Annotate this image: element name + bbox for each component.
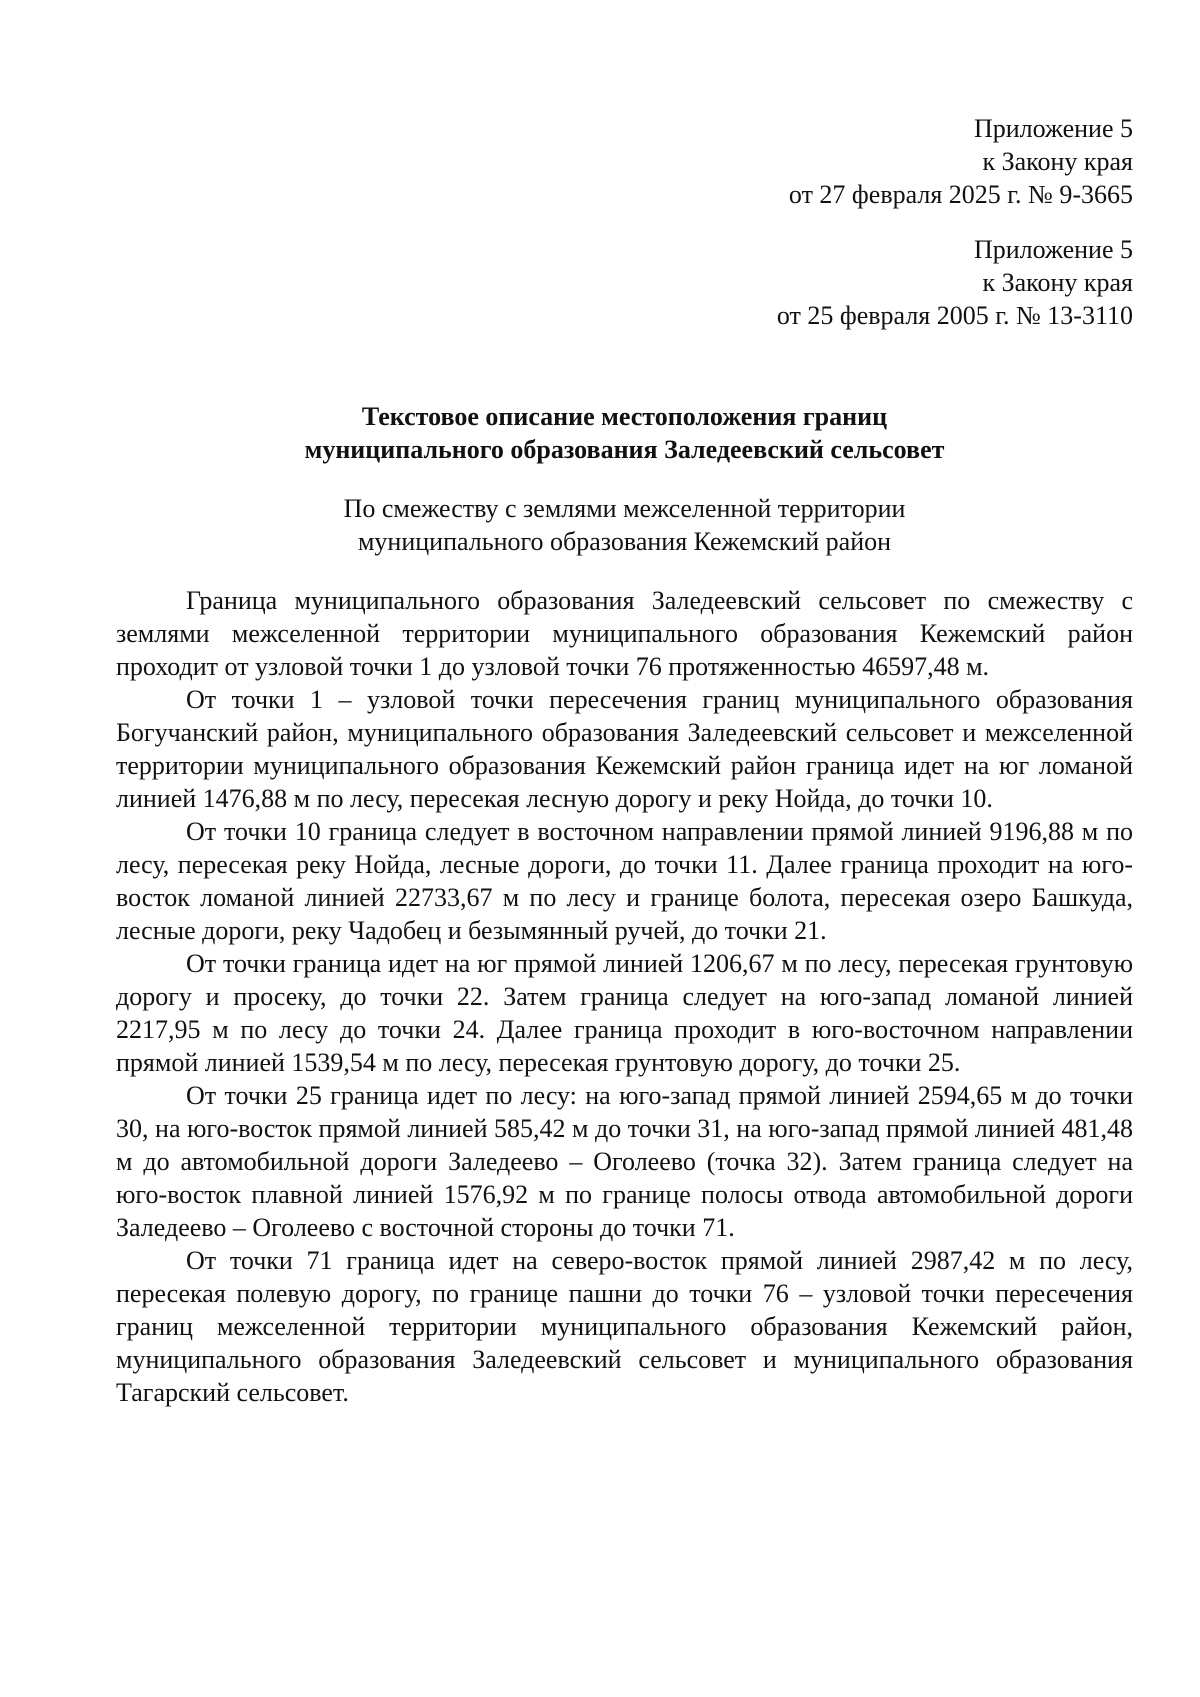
body-paragraph: От точки 71 граница идет на северо-восток прямой линией 2987,42 м по лесу, пересекая полевую дорогу, по границе пашни до точки 76 – узловой точки пересечения границ межселенной территории муниципального образования Кежемский район, муниципального образования Заледеевский сельсовет и муниципального образования Тагарский сельсовет.	[116, 1246, 1133, 1407]
annex-header-current	[116, 112, 1133, 211]
body-paragraph: Граница муниципального образования Заледеевский сельсовет по смежеству с землями межселенной территории муниципального образования Кежемский район проходит от узловой точки 1 до узловой точки 76 протяженностью 46597,48 м.	[116, 586, 1133, 681]
document-page	[116, 112, 1133, 1409]
body-paragraph: От точки 1 – узловой точки пересечения границ муниципального образования Богучанский район, муниципального образования Заледеевский сельсовет и межселенной территории муниципального образования Кежемский район граница идет на юг ломаной линией 1476,88 м по лесу, пересекая лесную дорогу и реку Нойда, до точки 10.	[116, 685, 1133, 813]
section-subtitle-line: муниципального образования Кежемский район	[357, 527, 892, 556]
section-subtitle	[116, 492, 1133, 558]
annex-law-reference: к Закону края	[982, 268, 1133, 297]
document-title-line: Текстовое описание местоположения границ	[361, 402, 888, 431]
annex-law-reference: к Закону края	[982, 147, 1133, 176]
document-body	[116, 584, 1133, 1409]
document-title-line: муниципального образования Заледеевский сельсовет	[304, 435, 945, 464]
body-paragraph: От точки 10 граница следует в восточном направлении прямой линией 9196,88 м по лесу, пересекая реку Нойда, лесные дороги, до точки 11. Далее граница проходит на юго-восток ломаной линией 22733,67 м по лесу и границе болота, пересекая озеро Башкуда, лесные дороги, реку Чадобец и безымянный ручей, до точки 21.	[116, 817, 1133, 945]
annex-header-original	[116, 233, 1133, 332]
annex-law-date-number: от 25 февраля 2005 г. № 13-3110	[776, 301, 1133, 330]
annex-number: Приложение 5	[973, 235, 1133, 264]
annex-law-date-number: от 27 февраля 2025 г. № 9-3665	[788, 180, 1133, 209]
body-paragraph: От точки граница идет на юг прямой линией 1206,67 м по лесу, пересекая грунтовую дорогу и просеку, до точки 22. Затем граница следует на юго-запад ломаной линией 2217,95 м по лесу до точки 24. Далее граница проходит в юго-восточном направлении прямой линией 1539,54 м по лесу, пересекая грунтовую дорогу, до точки 25.	[116, 949, 1133, 1077]
section-subtitle-line: По смежеству с землями межселенной территории	[343, 494, 906, 523]
annex-number: Приложение 5	[973, 114, 1133, 143]
document-title	[116, 400, 1133, 466]
body-paragraph: От точки 25 граница идет по лесу: на юго-запад прямой линией 2594,65 м до точки 30, на юго-восток прямой линией 585,42 м до точки 31, на юго-запад прямой линией 481,48 м до автомобильной дороги Заледеево – Оголеево (точка 32). Затем граница следует на юго-восток плавной линией 1576,92 м по границе полосы отвода автомобильной дороги Заледеево – Оголеево с восточной стороны до точки 71.	[116, 1081, 1133, 1242]
